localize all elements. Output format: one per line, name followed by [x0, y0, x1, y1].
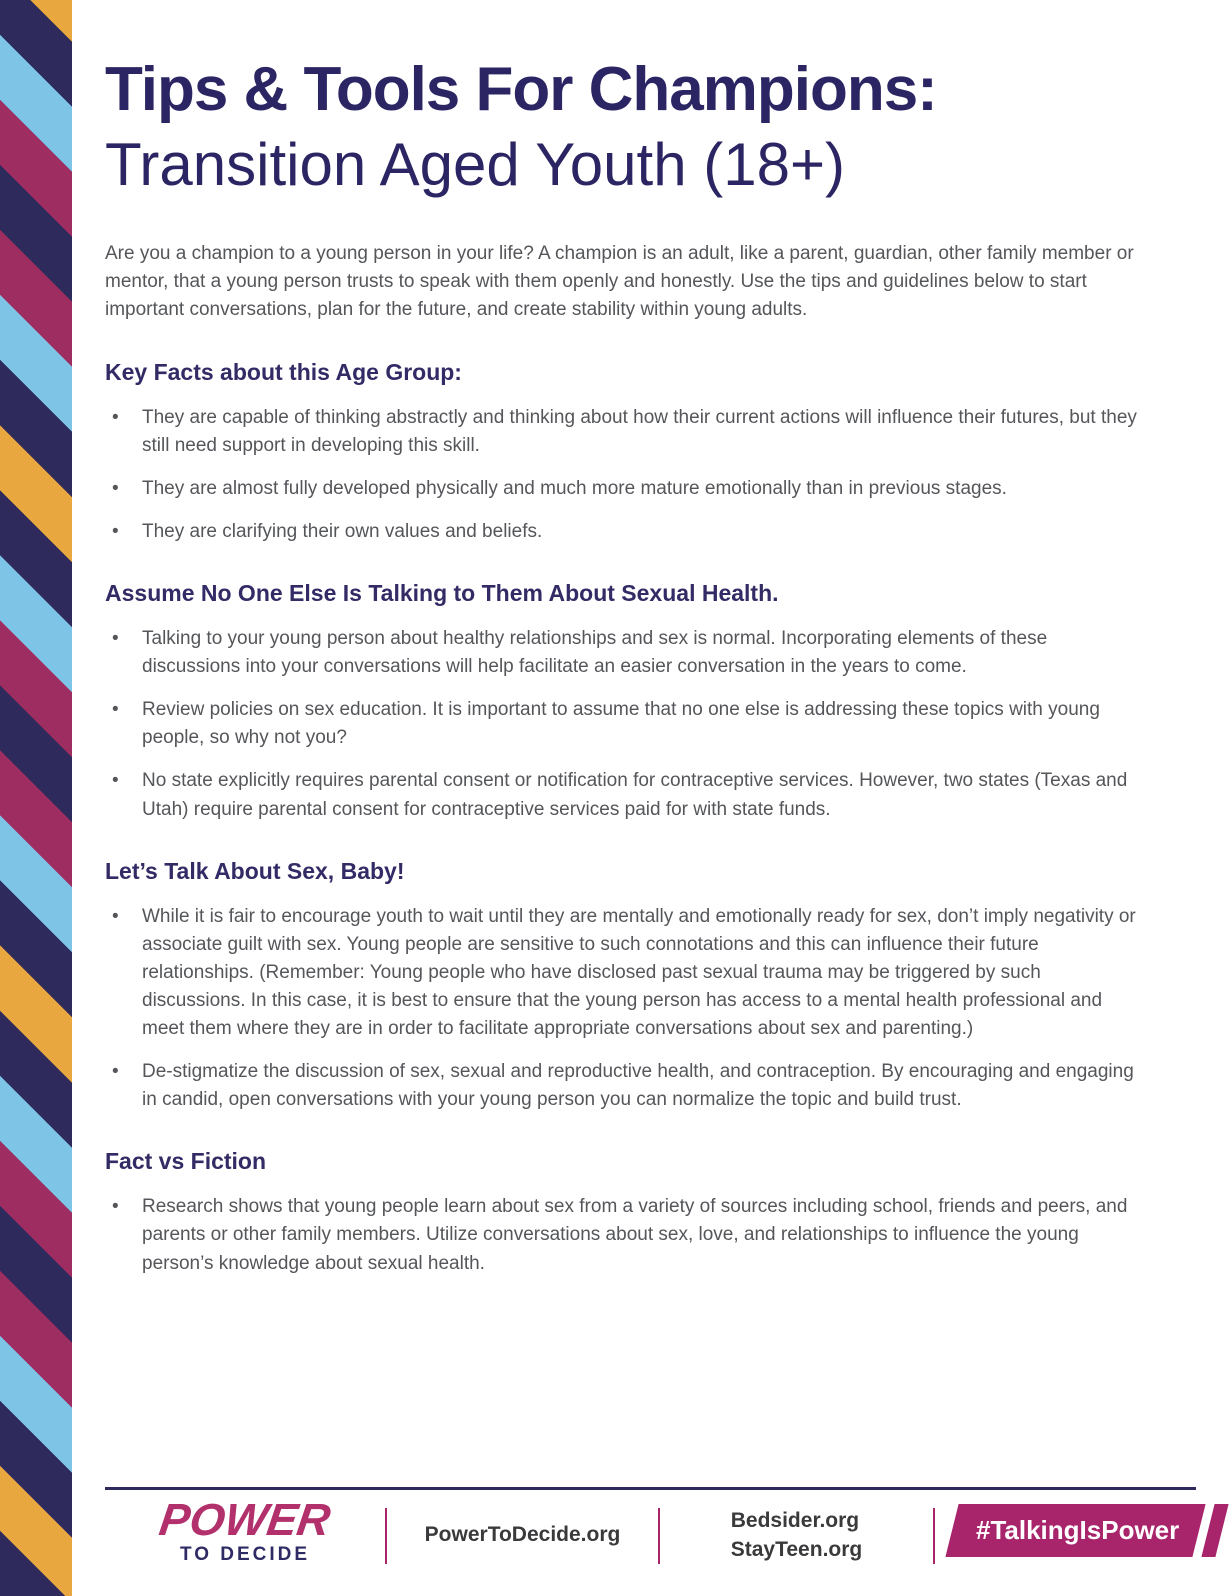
hashtag-label: #TalkingIsPower — [976, 1515, 1180, 1545]
section-heading-assume: Assume No One Else Is Talking to Them About Sexual Health. — [105, 579, 779, 606]
list-item: • They are capable of thinking abstractly and thinking about how their current actions will influence their futures, but they still need support in developing this skill. — [105, 404, 1137, 460]
list-item: • Research shows that young people learn about sex from a variety of sources including school, friends and peers, and parents or other family members. Utilize conversations about sex, love, and relationships to influence the young person’s knowledge about sexual health. — [105, 1193, 1137, 1277]
decorative-chevron-border — [0, 0, 72, 1596]
bullet-list-lets-talk — [105, 903, 1137, 1115]
list-item: • De-stigmatize the discussion of sex, sexual and reproductive health, and contraception. By encouraging and engaging in candid, open conversations with your young person you can normalize the topic and build trust. — [105, 1058, 1137, 1114]
power-to-decide-logo — [150, 1494, 340, 1566]
intro-paragraph: Are you a champion to a young person in your life? A champion is an adult, like a parent, guardian, other family member or mentor, that a young person trusts to speak with them openly and honestly. Use the tips and guidelines below to start important conversations, plan for the future, and create stability within young adults. — [105, 243, 1134, 321]
list-item: • They are almost fully developed physically and much more mature emotionally than in previous stages. — [105, 475, 1137, 503]
logo-tagline: TO DECIDE — [179, 1544, 311, 1565]
list-item: • Talking to your young person about healthy relationships and sex is normal. Incorporating elements of these discussions into your conversations will help facilitate an easier conversation in the years to come. — [105, 625, 1137, 681]
page-subtitle: Transition Aged Youth (18+) — [105, 131, 845, 199]
powertodecide-link[interactable]: PowerToDecide.org — [424, 1523, 621, 1546]
stayteen-link[interactable]: StayTeen.org — [730, 1538, 863, 1561]
bedsider-link[interactable]: Bedsider.org — [730, 1508, 860, 1532]
footer-divider — [933, 1508, 935, 1564]
list-item: • Review policies on sex education. It is important to assume that no one else is addressing these topics with young people, so why not you? — [105, 696, 1137, 752]
section-heading-key-facts: Key Facts about this Age Group: — [105, 358, 462, 385]
page-title: Tips & Tools For Champions: — [105, 55, 937, 124]
section-heading-lets-talk: Let’s Talk About Sex, Baby! — [105, 857, 405, 884]
list-item: • While it is fair to encourage youth to wait until they are mentally and emotionally ready for sex, don’t imply negativity or associate guilt with sex. Young people are sensitive to such connotations and this can influence their future relationships. (Remember: Young people who have disclosed past sexual trauma may be triggered by such discussions. In this case, it is best to ensure that the young person has access to a mental health professional and meet them where they are in order to facilitate appropriate conversations about sex and parenting.) — [105, 903, 1137, 1044]
footer — [0, 1487, 1232, 1596]
bullet-list-key-facts — [105, 404, 1137, 546]
hashtag-badge-body — [945, 1504, 1205, 1557]
footer-sites-cell — [660, 1487, 933, 1583]
bullet-list-fact-vs-fiction — [105, 1193, 1137, 1277]
hashtag-badge[interactable] — [952, 1504, 1222, 1557]
list-item: • No state explicitly requires parental consent or notification for contraceptive services. However, two states (Texas and Utah) require parental consent for contraceptive services paid for with state funds. — [105, 767, 1137, 823]
logo-wordmark: POWER — [156, 1494, 334, 1545]
section-heading-fact-vs-fiction: Fact vs Fiction — [105, 1148, 267, 1175]
footer-link-cell — [387, 1487, 658, 1583]
document-content — [105, 56, 1137, 1293]
list-item: • They are clarifying their own values and beliefs. — [105, 518, 1137, 546]
hashtag-badge-slash — [1202, 1504, 1229, 1557]
bullet-list-assume — [105, 625, 1137, 824]
